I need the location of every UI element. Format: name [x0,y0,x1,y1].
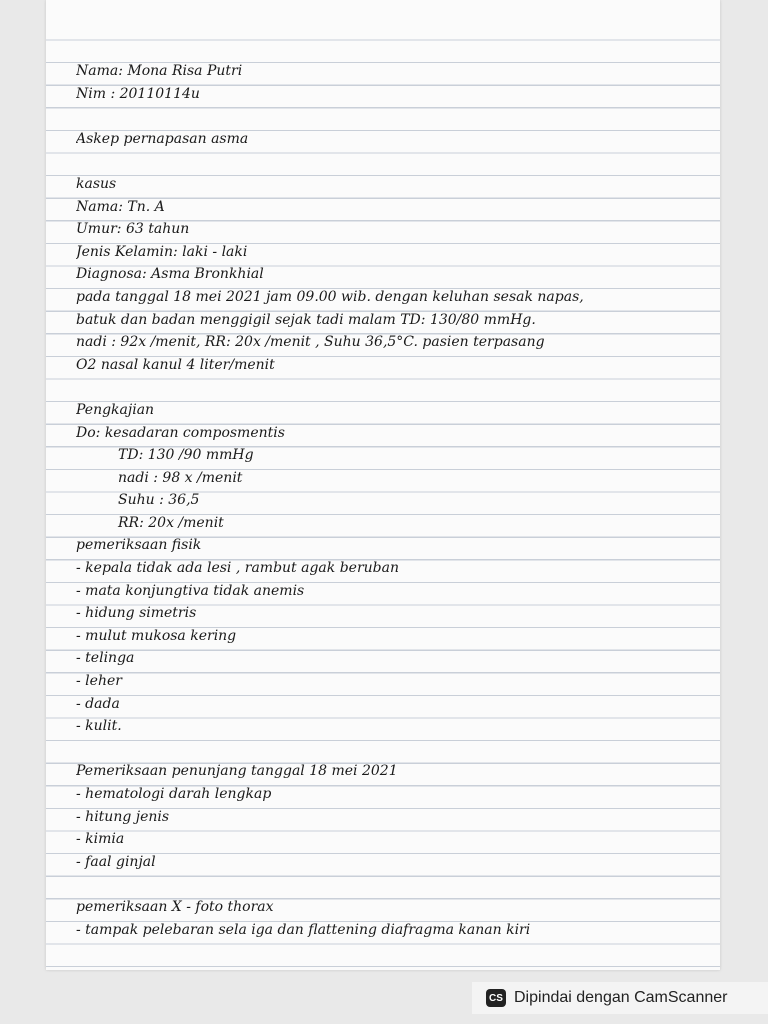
patient-diagnosis: Diagnosa: Asma Bronkhial [76,266,264,283]
vital-sign: RR: 20x /menit [118,514,224,531]
physical-exam-item: - dada [76,695,120,712]
xray-finding: - tampak pelebaran sela iga dan flattening diafragma kanan kiri [76,921,531,938]
case-narrative-line: pada tanggal 18 mei 2021 jam 09.00 wib. dengan keluhan sesak napas, [76,288,584,305]
lab-exam-item: - faal ginjal [76,853,156,870]
physical-exam-item: - hidung simetris [76,605,197,622]
note-title: Askep pernapasan asma [76,130,249,147]
patient-age: Umur: 63 tahun [76,221,190,238]
lab-exam-item: - kimia [76,831,125,848]
camscanner-watermark [472,982,768,1014]
case-label: kasus [76,175,117,192]
physical-exam-item: - telinga [76,650,135,667]
notebook-page [46,0,720,970]
case-narrative-line: nadi : 92x /menit, RR: 20x /menit , Suhu 36,5°C. pasien terpasang [76,334,545,351]
vital-sign: nadi : 98 x /menit [118,469,243,486]
physical-exam-item: - leher [76,673,122,690]
camscanner-logo-icon: CS [486,989,506,1007]
lab-exam-label: Pemeriksaan penunjang tanggal 18 mei 2021 [76,763,398,780]
student-name: Nama: Mona Risa Putri [76,63,243,79]
assessment-do-line: Do: kesadaran composmentis [76,424,285,441]
physical-exam-item: - kulit. [76,718,122,735]
case-narrative-line: batuk dan badan menggigil sejak tadi malam TD: 130/80 mmHg. [76,311,536,328]
patient-name: Nama: Tn. A [76,198,165,215]
lab-exam-item: - hitung jenis [76,808,170,825]
student-nim: Nim : 20110114u [76,85,200,102]
physical-exam-item: - mata konjungtiva tidak anemis [76,582,305,599]
vital-sign: Suhu : 36,5 [118,492,200,509]
lab-exam-item: - hematologi darah lengkap [76,786,272,802]
handwritten-notes [76,60,716,941]
physical-exam-label: pemeriksaan fisik [76,537,202,554]
vital-sign: TD: 130 /90 mmHg [118,447,254,464]
patient-gender: Jenis Kelamin: laki - laki [76,243,248,260]
physical-exam-item: - mulut mukosa kering [76,627,237,644]
assessment-label: Pengkajian [76,401,155,418]
physical-exam-item: - kepala tidak ada lesi , rambut agak beruban [76,560,399,577]
camscanner-text: Dipindai dengan CamScanner [514,989,728,1006]
case-narrative-line: O2 nasal kanul 4 liter/menit [76,356,275,373]
xray-label: pemeriksaan X - foto thorax [76,898,274,915]
